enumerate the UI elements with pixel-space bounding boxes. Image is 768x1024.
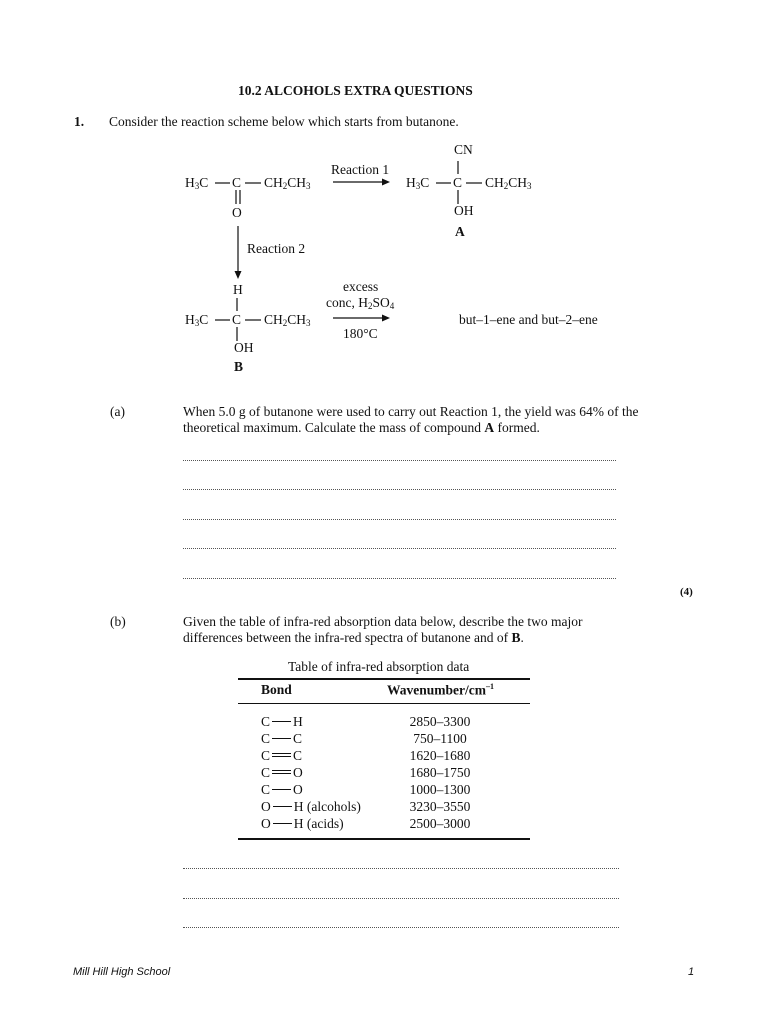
compound-b-oh: OH — [234, 340, 254, 355]
scheme-bonds — [0, 0, 768, 420]
double-bond-symbol — [272, 770, 291, 774]
arrowhead — [235, 271, 242, 279]
double-bond-symbol — [272, 753, 291, 757]
table-row-wavenumber: 1620–1680 — [409, 748, 471, 763]
table-header-rule — [238, 703, 530, 704]
single-bond-symbol — [272, 738, 291, 739]
part-b-label: (b) — [110, 614, 126, 629]
ir-table-caption: Table of infra-red absorption data — [288, 659, 470, 674]
table-row-wavenumber: 2500–3000 — [409, 816, 471, 831]
table-row-wavenumber: 1680–1750 — [409, 765, 471, 780]
compound-b-h: H — [233, 282, 243, 297]
condition-temperature: 180°C — [343, 326, 378, 341]
footer-school: Mill Hill High School — [73, 966, 171, 978]
arrowhead — [382, 179, 390, 186]
answer-line[interactable] — [183, 546, 616, 549]
col-header-wavenumber: Wavenumber/$cm^{-1}$ — [387, 682, 494, 698]
table-row-bond: C O — [261, 765, 303, 780]
arrowhead — [382, 315, 390, 322]
products-text: but–1–ene and but–2–ene — [459, 312, 598, 327]
col-header-bond: Bond — [261, 682, 292, 697]
table-row-bond: C C — [261, 731, 303, 746]
compound-a-methyl: $H_3C$ — [406, 175, 430, 191]
table-row-bond: C O — [261, 782, 303, 797]
answer-line[interactable] — [183, 896, 619, 899]
part-a-label: (a) — [110, 404, 125, 419]
compound-a-carbon: C — [453, 175, 463, 190]
butanone-ethyl: $CH_2CH_3$ — [264, 175, 311, 191]
table-row-bond: C H — [261, 714, 303, 729]
compound-a-label: A — [455, 224, 465, 239]
single-bond-symbol — [273, 823, 292, 824]
page-title: 10.2 ALCOHOLS EXTRA QUESTIONS — [238, 83, 473, 98]
single-bond-symbol — [272, 721, 291, 722]
compound-b-label: B — [234, 359, 244, 374]
table-row-wavenumber: 750–1100 — [413, 731, 467, 746]
compound-b-ethyl: $CH_2CH_3$ — [264, 312, 311, 328]
condition-excess: excess — [343, 279, 379, 294]
answer-line[interactable] — [183, 458, 616, 461]
reaction-1-label: Reaction 1 — [331, 162, 390, 177]
compound-b-carbon: C — [232, 312, 242, 327]
part-a-line-2: theoretical maximum. Calculate the mass of compound A formed. — [183, 420, 540, 435]
butanone-formula: $H_3C$ — [185, 175, 209, 191]
butanone-carbon: C — [232, 175, 242, 190]
table-row-bond: C C — [261, 748, 303, 763]
answer-line[interactable] — [183, 925, 619, 928]
answer-line[interactable] — [183, 576, 616, 579]
table-bottom-rule — [238, 838, 530, 840]
question-number: 1. — [74, 114, 85, 129]
compound-b-methyl: $H_3C$ — [185, 312, 209, 328]
answer-line[interactable] — [183, 517, 616, 520]
reaction-2-label: Reaction 2 — [247, 241, 306, 256]
table-top-rule — [238, 678, 530, 680]
single-bond-symbol — [273, 806, 292, 807]
part-a-line-1: When 5.0 g of butanone were used to carry out Reaction 1, the yield was 64% of the — [183, 404, 639, 419]
part-b-line-1: Given the table of infra-red absorption data below, describe the two major — [183, 614, 583, 629]
table-row-bond: O H (alcohols) — [261, 799, 361, 814]
compound-a-ethyl: $CH_2CH_3$ — [485, 175, 532, 191]
table-row-wavenumber: 1000–1300 — [409, 782, 471, 797]
answer-line[interactable] — [183, 487, 616, 490]
table-row-bond: O H (acids) — [261, 816, 344, 831]
table-row-wavenumber: 3230–3550 — [409, 799, 471, 814]
single-bond-symbol — [272, 789, 291, 790]
table-row-wavenumber: 2850–3300 — [409, 714, 471, 729]
compound-a-oh: OH — [454, 203, 474, 218]
page-number: 1 — [688, 966, 695, 978]
part-b-line-2: differences between the infra-red spectra of butanone and of B. — [183, 630, 524, 645]
question-intro: Consider the reaction scheme below which starts from butanone. — [109, 114, 459, 129]
compound-a-cn: CN — [454, 142, 473, 157]
butanone-oxygen: O — [232, 205, 242, 220]
part-a-marks: (4) — [680, 586, 693, 598]
condition-acid: conc, $H_2SO_4$ — [326, 295, 395, 311]
answer-line[interactable] — [183, 866, 619, 869]
